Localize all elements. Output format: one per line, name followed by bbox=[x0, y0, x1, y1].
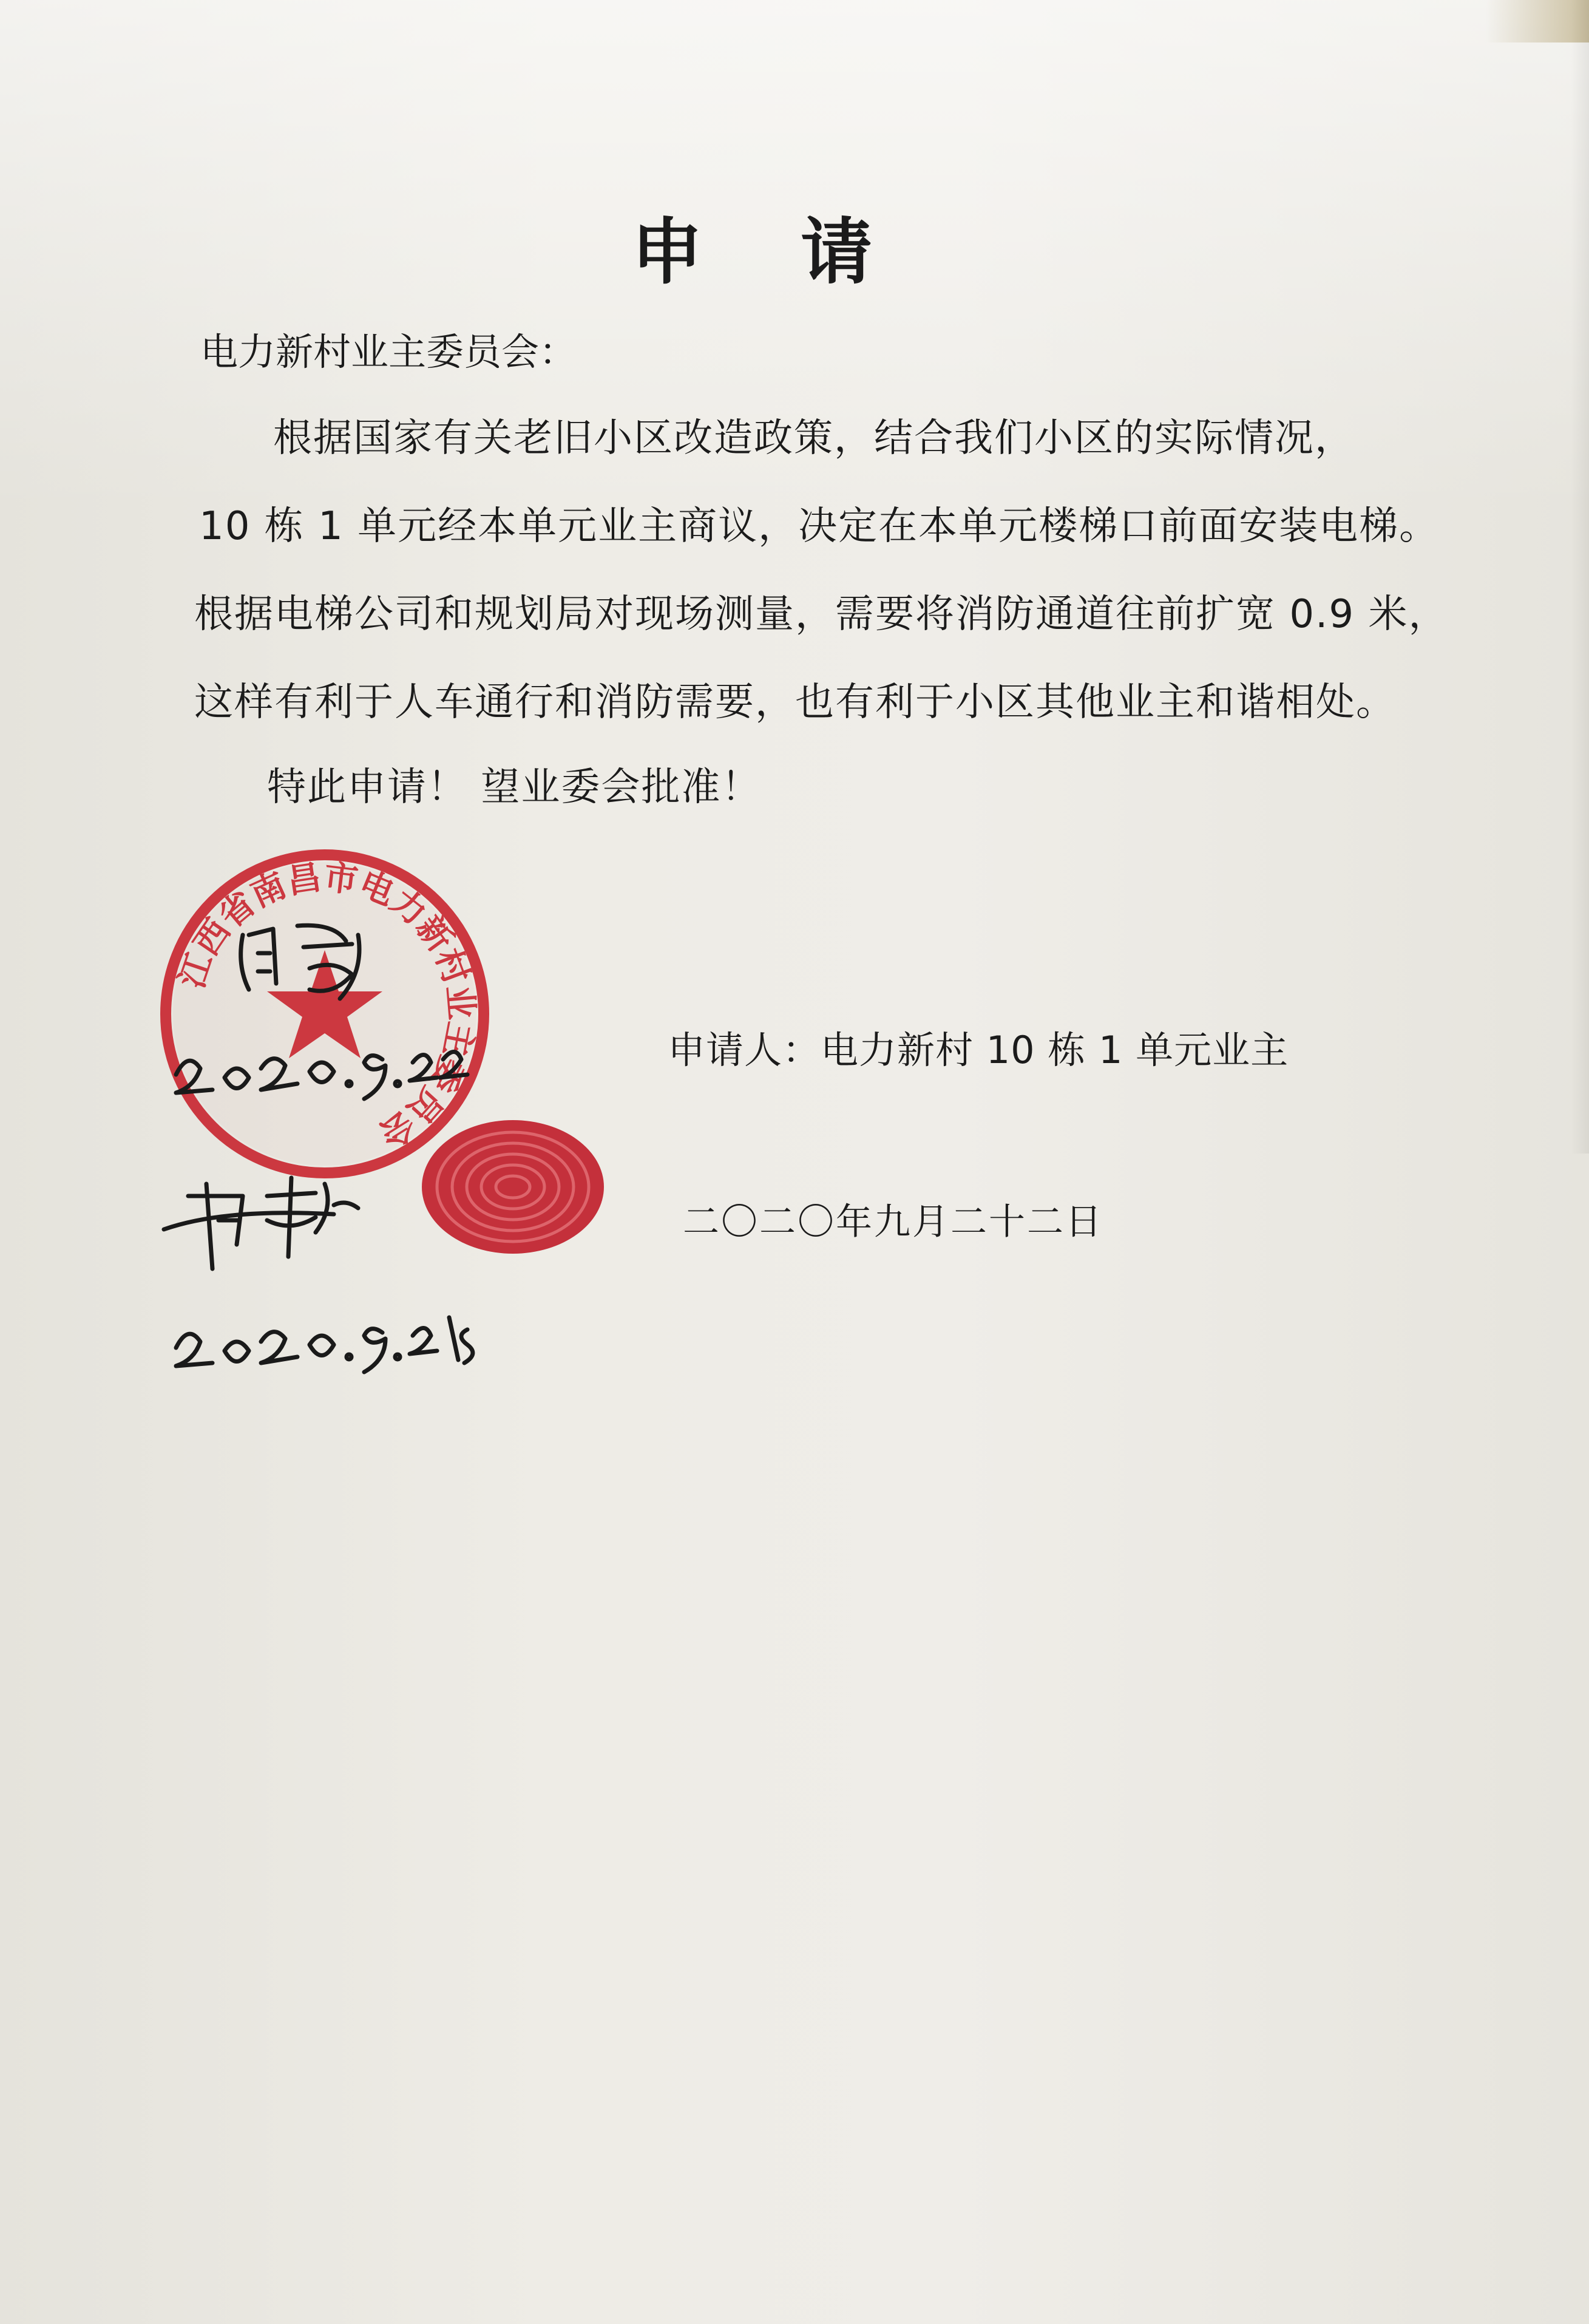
body-paragraph-line-1: 根据国家有关老旧小区改造政策，结合我们小区的实际情况， bbox=[273, 416, 1355, 461]
applicant-line: 申请人：电力新村 10 栋 1 单元业主 bbox=[668, 1028, 1289, 1072]
page-corner-shadow bbox=[1486, 0, 1589, 42]
document-title: 申 请 bbox=[631, 210, 909, 294]
body-paragraph-line-2: 10 栋 1 单元经本单元业主商议，决定在本单元楼梯口前面安装电梯。 bbox=[199, 504, 1440, 549]
page-edge-shadow bbox=[1571, 0, 1589, 1154]
addressee: 电力新村业主委员会： bbox=[200, 330, 577, 374]
body-paragraph-line-3: 根据电梯公司和规划局对现场测量，需要将消防通道往前扩宽 0.9 米， bbox=[194, 592, 1449, 637]
body-paragraph-line-4: 这样有利于人车通行和消防需要，也有利于小区其他业主和谐相处。 bbox=[194, 680, 1396, 725]
seal-ring-text: 江西省南昌市电力新村业主委员会 bbox=[171, 857, 482, 1155]
closing-request: 特此申请！ 望业委会批准！ bbox=[267, 765, 762, 810]
handwritten-signatures bbox=[152, 868, 649, 1402]
document-date: 二〇二〇年九月二十二日 bbox=[683, 1201, 1103, 1243]
